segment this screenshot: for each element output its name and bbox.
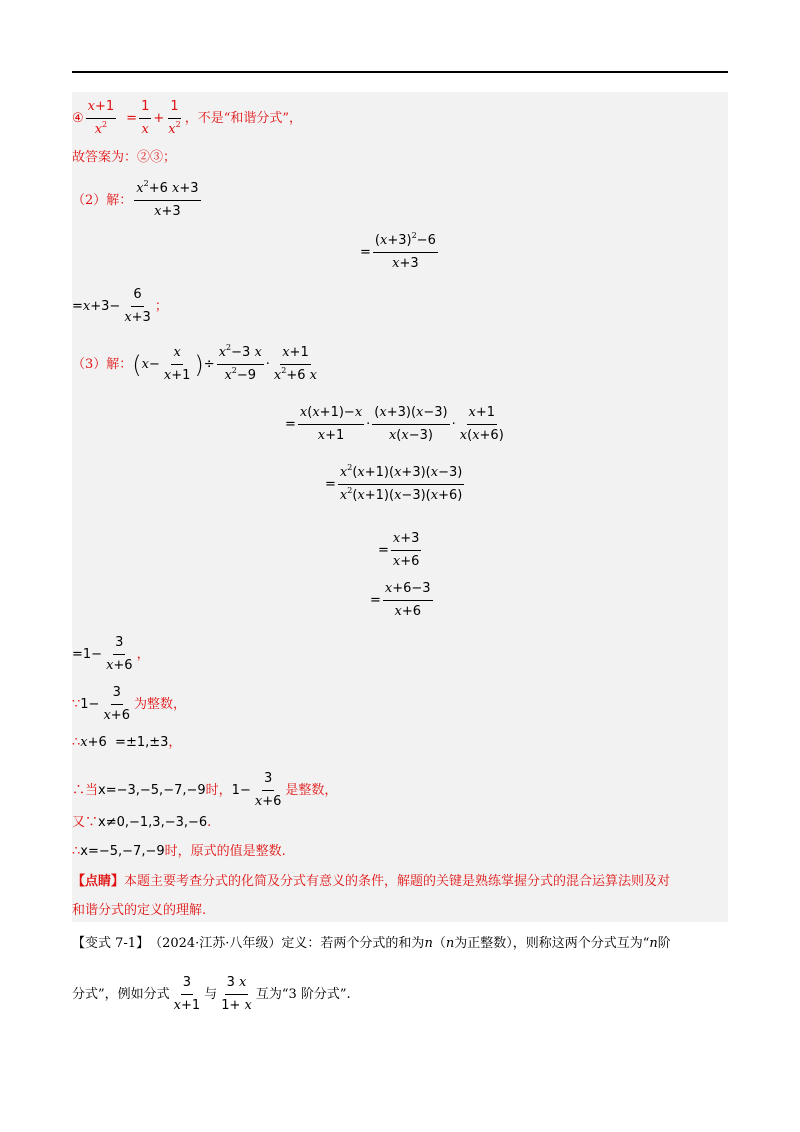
- review-tag: 【点睛】: [72, 874, 125, 889]
- part3-step4: = $\frac{x+6-3}{x+6}$: [370, 581, 431, 619]
- fraction: $\frac{3 x}{1+ x}$: [221, 975, 252, 1013]
- final-label: ∴: [72, 844, 81, 859]
- part3-row: （3）解： ( x − $\frac{x}{x+1}$ ) ÷ $\frac{x^2-3 x}{x^2-9}$ · $\frac{x+1}{x^2+6 x}$: [72, 343, 317, 383]
- fraction: $\frac{x^2-3 x}{x^2-9}$: [218, 343, 262, 383]
- part2-step1: = $\frac{(x+3)^2-6}{x+3}$: [360, 231, 436, 271]
- also-condition: x≠0,−1,3,−3,−6: [98, 815, 208, 830]
- item4-row: ④ $\frac{x+1}{x^2}$ = $\frac{1}{x}$ + $\frac{1}{x^2}$ ，不是“和谐分式”，: [72, 99, 302, 137]
- part2-step2: = x +3− $\frac{6}{x+3}$ ；: [72, 287, 168, 325]
- answer-line: 故答案为：②③；: [72, 150, 177, 165]
- fraction: $\frac{x+6-3}{x+6}$: [384, 581, 431, 619]
- fraction: $\frac{3}{x+6}$: [254, 771, 282, 809]
- variable-n: n: [445, 936, 455, 951]
- fraction: $\frac{3}{x+6}$: [103, 685, 130, 723]
- review-text-1: 本题主要考查分式的化简及分式有意义的条件，解题的关键是熟练掌握分式的混合运算法则及对: [124, 874, 671, 889]
- fraction: $\frac{(x+3)(x-3)}{x(x-3)}$: [374, 405, 448, 443]
- variant-text-2c: 互为“3 阶分式”.: [255, 986, 351, 1002]
- review-row-1: [72, 873, 670, 891]
- fraction: $\frac{x^2+6 x+3}{x+3}$: [136, 179, 199, 219]
- variant-tag: 【变式 7-1】: [72, 936, 150, 951]
- part2-row: [72, 180, 203, 221]
- when-row: ∴当 x=−3,−5,−7,−9 时， 1− $\frac{3}{x+6}$ 是整数，: [72, 771, 338, 809]
- therefore-row: ∴ x +6 =±1,±3 ，: [72, 735, 182, 750]
- variant-text-1a: （2024·江苏·八年级）定义：若两个分式的和为: [149, 936, 425, 951]
- when-suffix: 时，: [205, 782, 232, 798]
- item4-mark: ④: [72, 110, 84, 126]
- fraction: $\frac{x+1}{x^2+6 x}$: [273, 345, 317, 383]
- part3-step2: = $\frac{x^2(x+1)(x+3)(x-3)}{x^2(x+1)(x-3)(x+6)}$: [325, 463, 463, 503]
- variant-text-2a: 分式”，例如分式: [72, 986, 170, 1002]
- variant-text-1c: 为正整数），则称这两个分式互为“: [454, 936, 650, 951]
- fraction: $\frac{1}{x^2}$: [168, 99, 181, 137]
- part3-label: （3）解：: [72, 356, 133, 372]
- fraction: $\frac{3}{x+6}$: [106, 635, 133, 673]
- variable-n: n: [649, 936, 658, 951]
- since-comment: 为整数，: [133, 696, 186, 712]
- fraction: $\frac{x+1}{x^2}$: [87, 99, 115, 137]
- variant-text-1d: 阶: [657, 936, 671, 951]
- header-rule: [72, 71, 728, 73]
- review-row-2: 和谐分式的定义的理解.: [72, 903, 207, 918]
- fraction: $\frac{x+1}{x(x+6)}$: [459, 405, 504, 443]
- part2-label: （2）解：: [72, 192, 133, 208]
- therefore-label: ∴: [72, 735, 81, 750]
- when-values: x=−3,−5,−7,−9: [98, 782, 206, 798]
- is-integer: 是整数，: [285, 782, 338, 798]
- variable-n: n: [424, 936, 433, 951]
- fraction: $\frac{1}{x}$: [141, 99, 150, 137]
- when-label: ∴当: [72, 782, 99, 798]
- variant-row-1: [72, 935, 671, 953]
- part3-step1: = $\frac{x(x+1)-x}{x+1}$ · $\frac{(x+3)(x-3)}{x(x-3)}$ · $\frac{x+1}{x(x+6)}$: [285, 405, 504, 443]
- variant-text-2b: 与: [204, 986, 218, 1002]
- part3-step3: = $\frac{x+3}{x+6}$: [378, 531, 420, 569]
- part3-step5: =1− $\frac{3}{x+6}$ ，: [72, 635, 150, 673]
- item4-comment: ，不是“和谐分式”，: [184, 110, 302, 126]
- fraction: $\frac{x+3}{x+6}$: [392, 531, 420, 569]
- fraction: $\frac{3}{x+1}$: [173, 975, 201, 1013]
- since-label: ∵: [72, 696, 81, 712]
- fraction: $\frac{(x+3)^2-6}{x+3}$: [374, 231, 436, 271]
- final-values: x=−5,−7,−9: [80, 844, 165, 859]
- variant-row-2: [72, 974, 351, 1015]
- fraction: $\frac{x^2(x+1)(x+3)(x-3)}{x^2(x+1)(x-3)(x+6)}$: [339, 463, 463, 503]
- variant-text-1b: （: [432, 936, 446, 951]
- also-row: [72, 814, 211, 832]
- fraction: $\frac{6}{x+3}$: [124, 287, 151, 325]
- since-row: ∵ 1− $\frac{3}{x+6}$ 为整数，: [72, 685, 186, 723]
- also-end: .: [207, 815, 212, 830]
- fraction: $\frac{x(x+1)-x}{x+1}$: [299, 405, 363, 443]
- final-row: [72, 843, 286, 861]
- final-comment: 时，原式的值是整数.: [164, 844, 286, 859]
- fraction: $\frac{x}{x+1}$: [163, 345, 191, 383]
- also-label: 又∵: [72, 815, 99, 830]
